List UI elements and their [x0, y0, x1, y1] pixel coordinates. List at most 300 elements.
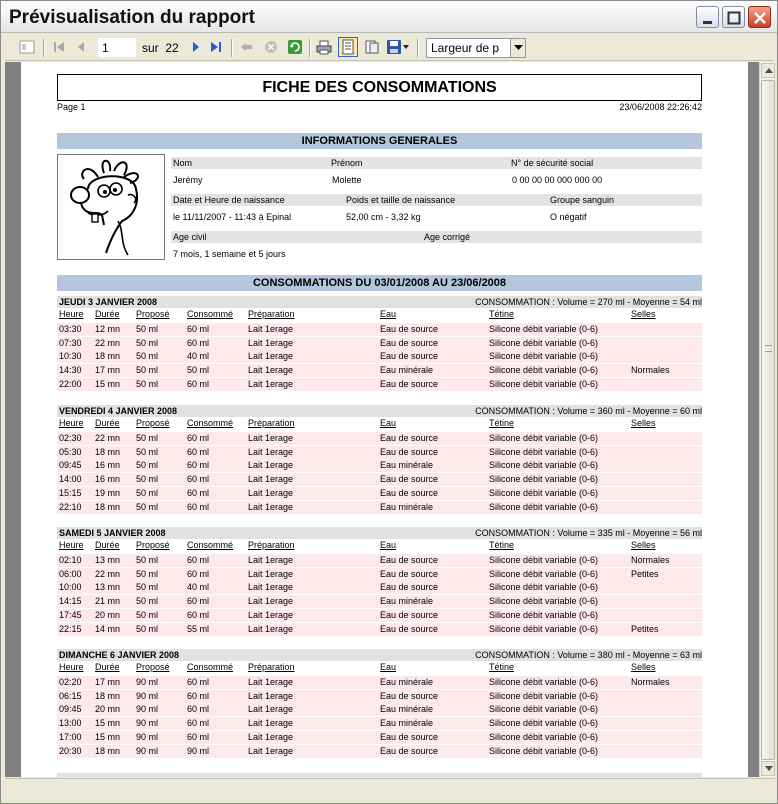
age-civil-label: Age civil: [173, 232, 207, 242]
table-cell: Lait 1erage: [248, 501, 294, 512]
refresh-button[interactable]: [287, 39, 303, 55]
page-of-label: [142, 41, 179, 55]
table-cell: Lait 1erage: [248, 704, 294, 715]
column-header: Eau: [380, 662, 397, 672]
nom-value: Jerémy: [173, 175, 203, 185]
table-cell: 60 ml: [187, 487, 210, 498]
table-cell: Lait 1erage: [248, 460, 294, 471]
table-cell: Silicone débit variable (0-6): [489, 731, 599, 742]
column-header: Heure: [59, 418, 84, 428]
total-pages: 22: [165, 41, 179, 55]
prenom-label: Prénom: [331, 158, 363, 168]
table-cell: 50 ml: [136, 582, 159, 593]
toolbar: [5, 35, 773, 61]
table-cell: 09:45: [59, 460, 82, 471]
table-cell: 50 ml: [136, 487, 159, 498]
back-arrow-icon: [239, 39, 255, 55]
table-cell: 60 ml: [187, 378, 210, 389]
table-cell: 14:30: [59, 365, 82, 376]
table-cell: 50 ml: [136, 623, 159, 634]
table-cell: 18 mn: [95, 501, 121, 512]
table-row: [57, 378, 702, 391]
table-cell: 17 mn: [95, 365, 121, 376]
table-cell: 60 ml: [187, 718, 210, 729]
table-row: [57, 690, 702, 703]
table-cell: 60 ml: [187, 501, 210, 512]
table-cell: 60 ml: [187, 690, 210, 701]
scroll-down-button[interactable]: [761, 761, 775, 776]
table-cell: 06:00: [59, 568, 82, 579]
table-row: [57, 487, 702, 500]
column-header: Tétine: [489, 540, 515, 550]
column-header: Eau: [380, 418, 397, 428]
table-cell: Lait 1erage: [248, 582, 294, 593]
poids-value: 52,00 cm - 3,32 kg: [346, 212, 421, 222]
column-header: Proposé: [136, 662, 170, 672]
table-cell: 05:30: [59, 446, 82, 457]
column-header: Proposé: [136, 540, 170, 550]
table-cell: Eau minérale: [380, 677, 434, 687]
scroll-up-button[interactable]: [761, 63, 775, 78]
table-cell: Silicone débit variable (0-6): [489, 582, 599, 593]
table-cell: Silicone débit variable (0-6): [489, 677, 599, 687]
table-cell: Silicone débit variable (0-6): [489, 378, 599, 389]
table-row: [57, 703, 702, 716]
table-cell: Silicone débit variable (0-6): [489, 555, 599, 565]
table-cell: 40 ml: [187, 582, 210, 593]
last-page-button[interactable]: [208, 39, 224, 55]
secu-label: N° de sécurité social: [511, 158, 594, 168]
day-name: SAMEDI 5 JANVIER 2008: [59, 528, 166, 538]
table-cell: 60 ml: [187, 731, 210, 742]
table-cell: Lait 1erage: [248, 324, 294, 334]
table-cell: Lait 1erage: [248, 351, 294, 362]
table-cell: 50 ml: [136, 351, 159, 362]
column-header: Selles: [631, 418, 656, 428]
table-cell: 50 ml: [136, 324, 159, 334]
maximize-icon: [727, 11, 741, 25]
table-cell: Silicone débit variable (0-6): [489, 365, 599, 376]
table-cell: Normales: [631, 555, 670, 565]
report-viewer[interactable]: [5, 62, 759, 777]
arrow-down-icon: [765, 766, 773, 772]
table-row: [57, 432, 702, 445]
table-cell: Eau de source: [380, 731, 439, 742]
column-header-row: [57, 661, 702, 674]
column-header: Heure: [59, 309, 84, 319]
table-cell: 50 ml: [136, 337, 159, 348]
table-cell: 50 ml: [136, 378, 159, 389]
info-bar-age: [171, 231, 702, 243]
table-cell: Eau minérale: [380, 596, 434, 607]
table-cell: 13:00: [59, 718, 82, 729]
day-name: VENDREDI 4 JANVIER 2008: [59, 406, 178, 416]
table-cell: 02:30: [59, 433, 82, 443]
table-row: [57, 350, 702, 363]
table-cell: 19 mn: [95, 487, 121, 498]
column-header-row: [57, 539, 702, 552]
naissance-label: Date et Heure de naissance: [173, 195, 285, 205]
table-cell: 16 mn: [95, 460, 121, 471]
table-cell: Eau de source: [380, 446, 439, 457]
report-title: FICHE DES CONSOMMATIONS: [57, 74, 702, 101]
table-cell: Eau de source: [380, 568, 439, 579]
table-cell: Silicone débit variable (0-6): [489, 487, 599, 498]
table-cell: 18 mn: [95, 446, 121, 457]
zoom-select[interactable]: [426, 38, 526, 58]
table-cell: Silicone débit variable (0-6): [489, 596, 599, 607]
table-row: [57, 731, 702, 744]
column-header: Selles: [631, 662, 656, 672]
print-layout-button[interactable]: [338, 37, 358, 57]
first-page-icon: [51, 39, 67, 55]
minimize-button[interactable]: [696, 6, 719, 28]
cartoon-face-icon: [58, 155, 164, 259]
column-header: Proposé: [136, 418, 170, 428]
table-row: [57, 568, 702, 581]
page-label: Page 1: [57, 102, 86, 112]
column-header: Consommé: [187, 309, 234, 319]
table-cell: Eau de source: [380, 474, 439, 485]
column-header: Heure: [59, 662, 84, 672]
table-cell: 14 mn: [95, 623, 121, 634]
table-cell: 20 mn: [95, 704, 121, 715]
table-cell: Silicone débit variable (0-6): [489, 718, 599, 729]
table-cell: 50 ml: [136, 568, 159, 579]
table-row: [57, 745, 702, 758]
groupe-value: O négatif: [550, 212, 587, 222]
column-header: Consommé: [187, 662, 234, 672]
table-row: [57, 717, 702, 730]
table-cell: 17:45: [59, 609, 82, 620]
arrow-up-icon: [765, 68, 773, 74]
grip-icon: [765, 345, 772, 352]
table-cell: Eau de source: [380, 623, 439, 634]
table-cell: Eau de source: [380, 378, 439, 389]
table-cell: Silicone débit variable (0-6): [489, 433, 599, 443]
table-cell: Lait 1erage: [248, 623, 294, 634]
table-cell: Lait 1erage: [248, 433, 294, 443]
table-row: [57, 473, 702, 486]
table-cell: Silicone débit variable (0-6): [489, 446, 599, 457]
table-cell: 50 ml: [136, 474, 159, 485]
table-cell: 50 ml: [136, 609, 159, 620]
toolbar-separator: [231, 39, 233, 57]
table-cell: 20:30: [59, 745, 82, 756]
groupe-label: Groupe sanguin: [550, 195, 615, 205]
table-cell: Petites: [631, 568, 659, 579]
table-cell: Eau minérale: [380, 460, 434, 471]
toolbar-separator: [417, 39, 419, 57]
table-cell: Eau de source: [380, 337, 439, 348]
toolbar-separator: [309, 39, 311, 57]
table-cell: 50 ml: [136, 365, 159, 376]
last-page-icon: [208, 39, 224, 55]
stop-button[interactable]: [263, 39, 279, 55]
table-cell: Lait 1erage: [248, 378, 294, 389]
table-row: [57, 595, 702, 608]
table-cell: 22 mn: [95, 433, 121, 443]
table-cell: Lait 1erage: [248, 596, 294, 607]
table-cell: Lait 1erage: [248, 474, 294, 485]
status-bar: [5, 778, 775, 800]
column-header: Tétine: [489, 309, 515, 319]
table-cell: Eau de source: [380, 487, 439, 498]
table-cell: Eau de source: [380, 609, 439, 620]
column-header: Préparation: [248, 418, 295, 428]
table-cell: 07:30: [59, 337, 82, 348]
table-cell: 15:15: [59, 487, 82, 498]
save-icon: [386, 39, 410, 55]
poids-label: Poids et taille de naissance: [346, 195, 456, 205]
day-consumption-summary: CONSOMMATION : Volume = 335 ml - Moyenne = 56 ml: [475, 528, 702, 538]
table-cell: 15 mn: [95, 731, 121, 742]
table-cell: Silicone débit variable (0-6): [489, 609, 599, 620]
table-cell: Silicone débit variable (0-6): [489, 351, 599, 362]
first-page-button[interactable]: [51, 39, 67, 55]
page-setup-button[interactable]: [364, 39, 380, 55]
column-header: Consommé: [187, 418, 234, 428]
page-layout-icon: [339, 38, 357, 56]
table-cell: 22:15: [59, 623, 82, 634]
table-cell: Silicone débit variable (0-6): [489, 690, 599, 701]
table-cell: 22:00: [59, 378, 82, 389]
table-row: [57, 501, 702, 514]
previous-page-icon: [73, 39, 89, 55]
age-corrige-label: Age corrigé: [424, 232, 471, 242]
table-cell: Lait 1erage: [248, 731, 294, 742]
table-cell: Lait 1erage: [248, 365, 294, 376]
table-cell: 13 mn: [95, 582, 121, 593]
table-cell: 60 ml: [187, 446, 210, 457]
table-cell: Silicone débit variable (0-6): [489, 501, 599, 512]
table-cell: 12 mn: [95, 324, 121, 334]
next-page-button[interactable]: [188, 39, 204, 55]
chevron-down-icon: [514, 45, 523, 51]
previous-page-button[interactable]: [73, 39, 89, 55]
info-bar-identity: [171, 157, 702, 169]
column-header: Eau: [380, 309, 397, 319]
title-bar[interactable]: [1, 1, 777, 33]
table-cell: 60 ml: [187, 677, 210, 687]
table-cell: 60 ml: [187, 704, 210, 715]
of-text: sur: [142, 41, 159, 55]
scrollbar-thumb[interactable]: [761, 80, 775, 760]
table-cell: 18 mn: [95, 690, 121, 701]
table-cell: 22 mn: [95, 337, 121, 348]
table-cell: 40 ml: [187, 351, 210, 362]
table-cell: 60 ml: [187, 568, 210, 579]
table-cell: 14:00: [59, 474, 82, 485]
table-cell: Eau de source: [380, 433, 439, 443]
column-header: Durée: [95, 662, 120, 672]
naissance-value: le 11/11/2007 - 11:43 à Epinal: [173, 212, 292, 222]
nom-label: Nom: [173, 158, 193, 168]
table-cell: 15 mn: [95, 718, 121, 729]
table-cell: Petites: [631, 623, 659, 634]
table-cell: 21 mn: [95, 596, 121, 607]
table-cell: Silicone débit variable (0-6): [489, 337, 599, 348]
table-cell: 50 ml: [187, 365, 210, 376]
table-cell: 90 ml: [136, 677, 159, 687]
table-cell: Eau minérale: [380, 365, 434, 376]
table-cell: 55 ml: [187, 623, 210, 634]
print-button[interactable]: [316, 39, 332, 55]
back-button[interactable]: [239, 39, 255, 55]
table-cell: Lait 1erage: [248, 568, 294, 579]
table-row: [57, 459, 702, 472]
column-header: Selles: [631, 540, 656, 550]
table-cell: 20 mn: [95, 609, 121, 620]
day-consumption-summary: CONSOMMATION : Volume = 380 ml - Moyenne = 63 ml: [475, 650, 702, 660]
table-row: [57, 364, 702, 377]
table-cell: 02:20: [59, 677, 82, 687]
table-cell: Eau de source: [380, 690, 439, 701]
table-cell: Silicone débit variable (0-6): [489, 745, 599, 756]
table-cell: 22:10: [59, 501, 82, 512]
column-header: Tétine: [489, 662, 515, 672]
table-cell: 90 ml: [136, 718, 159, 729]
export-button[interactable]: [386, 39, 410, 55]
close-icon: [753, 11, 767, 25]
report-datetime: 23/06/2008 22:26:42: [619, 102, 702, 112]
table-cell: Lait 1erage: [248, 745, 294, 756]
column-header: Préparation: [248, 309, 295, 319]
table-cell: 50 ml: [136, 555, 159, 565]
table-cell: 17 mn: [95, 677, 121, 687]
table-cell: 50 ml: [136, 460, 159, 471]
table-cell: 60 ml: [187, 460, 210, 471]
table-cell: Lait 1erage: [248, 677, 294, 687]
maximize-button[interactable]: [722, 6, 745, 28]
table-row: [57, 323, 702, 336]
table-cell: 02:10: [59, 555, 82, 565]
table-cell: 17:00: [59, 731, 82, 742]
patient-photo: [57, 154, 165, 260]
table-cell: Silicone débit variable (0-6): [489, 324, 599, 334]
table-cell: Silicone débit variable (0-6): [489, 623, 599, 634]
table-cell: 50 ml: [136, 446, 159, 457]
column-header: Durée: [95, 309, 120, 319]
table-row: [57, 337, 702, 350]
table-cell: 13 mn: [95, 555, 121, 565]
age-civil-value: 7 mois, 1 semaine et 5 jours: [173, 249, 286, 259]
close-button[interactable]: [748, 6, 771, 28]
thumbnails-button[interactable]: [19, 39, 35, 55]
column-header: Eau: [380, 540, 397, 550]
document-map-icon: [19, 39, 35, 55]
info-bar-birth: [171, 194, 702, 206]
zoom-dropdown-button[interactable]: [510, 39, 525, 57]
day-consumption-summary: CONSOMMATION : Volume = 270 ml - Moyenne = 54 ml: [475, 297, 702, 307]
column-header: Préparation: [248, 540, 295, 550]
page-setup-icon: [364, 39, 380, 55]
table-cell: Eau minérale: [380, 501, 434, 512]
table-row: [57, 554, 702, 567]
column-header: Tétine: [489, 418, 515, 428]
next-day-header-partial: [57, 773, 702, 777]
table-cell: Lait 1erage: [248, 609, 294, 620]
table-cell: Normales: [631, 677, 670, 687]
day-header: [57, 296, 702, 308]
table-cell: Silicone débit variable (0-6): [489, 474, 599, 485]
next-page-icon: [188, 39, 204, 55]
section-header-info: INFORMATIONS GENERALES: [57, 133, 702, 149]
table-cell: 60 ml: [187, 609, 210, 620]
table-cell: Lait 1erage: [248, 718, 294, 729]
day-consumption-summary: CONSOMMATION : Volume = 360 ml - Moyenne = 60 ml: [475, 406, 702, 416]
day-header: [57, 527, 702, 539]
table-cell: 90 ml: [187, 745, 210, 756]
table-cell: 10:00: [59, 582, 82, 593]
minimize-icon: [701, 11, 715, 25]
table-cell: 60 ml: [187, 596, 210, 607]
table-cell: 22 mn: [95, 568, 121, 579]
table-cell: 60 ml: [187, 433, 210, 443]
table-cell: 14:15: [59, 596, 82, 607]
table-row: [57, 676, 702, 689]
column-header-row: [57, 308, 702, 321]
table-cell: 50 ml: [136, 501, 159, 512]
table-cell: 18 mn: [95, 745, 121, 756]
table-cell: Eau de source: [380, 555, 439, 565]
table-cell: Lait 1erage: [248, 337, 294, 348]
window-title: Prévisualisation du rapport: [9, 7, 255, 28]
table-cell: Silicone débit variable (0-6): [489, 460, 599, 471]
table-cell: 03:30: [59, 324, 82, 334]
table-cell: 90 ml: [136, 731, 159, 742]
column-header: Heure: [59, 540, 84, 550]
table-cell: 90 ml: [136, 690, 159, 701]
table-cell: 06:15: [59, 690, 82, 701]
day-name: JEUDI 3 JANVIER 2008: [59, 297, 158, 307]
table-cell: 16 mn: [95, 474, 121, 485]
section-header-consommations: CONSOMMATIONS DU 03/01/2008 AU 23/06/2008: [57, 275, 702, 291]
table-cell: Silicone débit variable (0-6): [489, 704, 599, 715]
table-cell: 50 ml: [136, 433, 159, 443]
report-page: [21, 62, 748, 777]
stop-icon: [263, 39, 279, 55]
table-row: [57, 581, 702, 594]
table-cell: 09:45: [59, 704, 82, 715]
column-header: Durée: [95, 418, 120, 428]
secu-value: 0 00 00 00 000 000 00: [512, 175, 603, 185]
day-header: [57, 649, 702, 661]
day-name: DIMANCHE 6 JANVIER 2008: [59, 650, 180, 660]
table-cell: Eau minérale: [380, 718, 434, 729]
column-header: Préparation: [248, 662, 295, 672]
column-header: Proposé: [136, 309, 170, 319]
table-cell: Eau de source: [380, 324, 439, 334]
table-cell: 90 ml: [136, 745, 159, 756]
table-cell: 60 ml: [187, 555, 210, 565]
column-header-row: [57, 417, 702, 430]
table-cell: 18 mn: [95, 351, 121, 362]
page-number-input[interactable]: [98, 38, 136, 57]
table-cell: 10:30: [59, 351, 82, 362]
toolbar-separator: [43, 39, 45, 57]
table-row: [57, 609, 702, 622]
table-cell: Lait 1erage: [248, 690, 294, 701]
table-cell: 90 ml: [136, 704, 159, 715]
table-row: [57, 446, 702, 459]
vertical-scrollbar[interactable]: [759, 62, 775, 777]
refresh-icon: [287, 39, 303, 55]
table-cell: Normales: [631, 365, 670, 376]
table-cell: Silicone débit variable (0-6): [489, 568, 599, 579]
day-header: [57, 405, 702, 417]
table-cell: 15 mn: [95, 378, 121, 389]
